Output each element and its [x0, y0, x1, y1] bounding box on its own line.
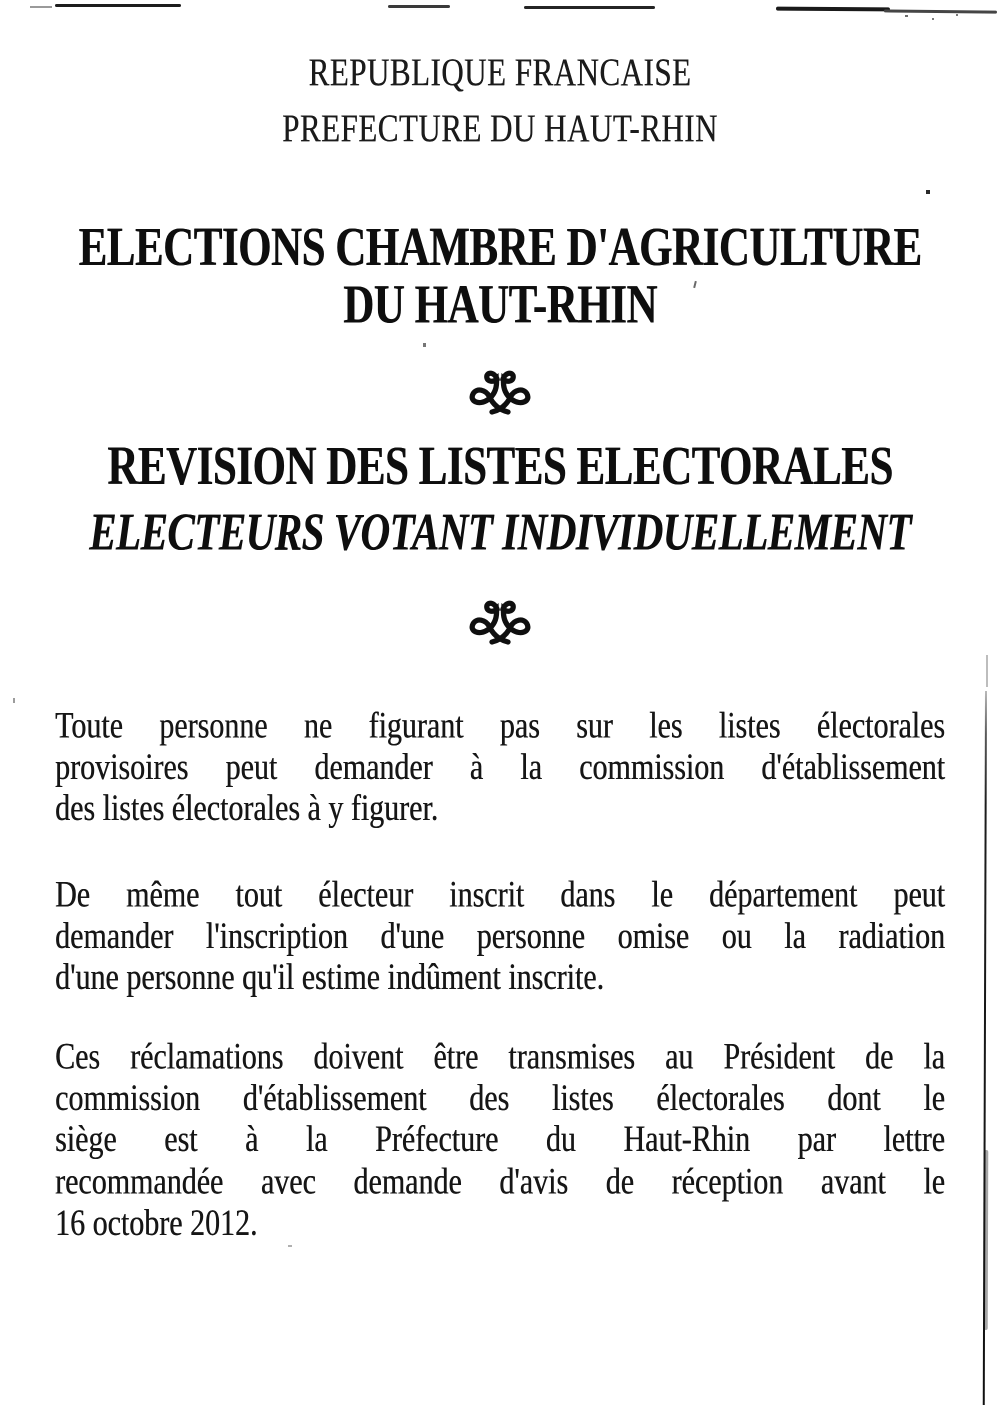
scan-line-lead-in [986, 655, 988, 687]
scan-fold-line-smudge [983, 1150, 988, 1330]
scan-speck [956, 14, 958, 16]
scan-streak [55, 4, 181, 7]
text-line: provisoires peut demander à la commission d'établissement [55, 746, 945, 788]
fleuron-ornament-icon [0, 598, 1000, 650]
scan-streak [388, 5, 450, 8]
text-line: d'une personne qu'il estime indûment inscrite. [55, 957, 605, 999]
text-line: commission d'établissement des listes électorales dont le [55, 1077, 945, 1119]
fleuron-ornament-icon [0, 368, 1000, 420]
document-title [0, 219, 1000, 334]
scan-speck [932, 18, 934, 20]
scan-streak [524, 6, 655, 9]
paragraph-eligibility [55, 705, 945, 830]
scan-streak [30, 6, 52, 8]
title-line-1: ELECTIONS CHAMBRE D'AGRICULTURE [78, 217, 922, 278]
text-line: des listes électorales à y figurer. [55, 788, 439, 830]
text-line: 16 octobre 2012. [55, 1202, 258, 1244]
scan-speck [926, 190, 930, 194]
text-line: recommandée avec demande d'avis de réception avant le [55, 1160, 945, 1202]
text-line: demander l'inscription d'une personne omise ou la radiation [55, 915, 945, 957]
scan-speck [423, 343, 426, 347]
paragraph-inscription-radiation [55, 874, 945, 999]
scan-streak [884, 9, 997, 13]
scan-speck [13, 698, 15, 703]
subtitle-electors: ELECTEURS VOTANT INDIVIDUELLEMENT [89, 502, 911, 562]
subtitle-revision: REVISION DES LISTES ELECTORALES [107, 436, 893, 497]
text-line: Toute personne ne figurant pas sur les listes électorales [55, 705, 945, 747]
scan-streak [776, 7, 890, 12]
scan-speck [905, 15, 908, 17]
text-line: siège est à la Préfecture du Haut-Rhin par lettre [55, 1119, 945, 1161]
text-line: Ces réclamations doivent être transmises au Président de la [55, 1036, 945, 1078]
scan-fold-line [983, 691, 988, 1405]
title-line-2: DU HAUT-RHIN [343, 275, 657, 336]
prefecture-heading: PREFECTURE DU HAUT-RHIN [282, 105, 718, 150]
scan-speck [288, 1245, 292, 1247]
republic-heading: REPUBLIQUE FRANCAISE [308, 49, 692, 94]
text-line: De même tout électeur inscrit dans le département peut [55, 874, 945, 916]
paragraph-reclamations-deadline [55, 1036, 945, 1244]
